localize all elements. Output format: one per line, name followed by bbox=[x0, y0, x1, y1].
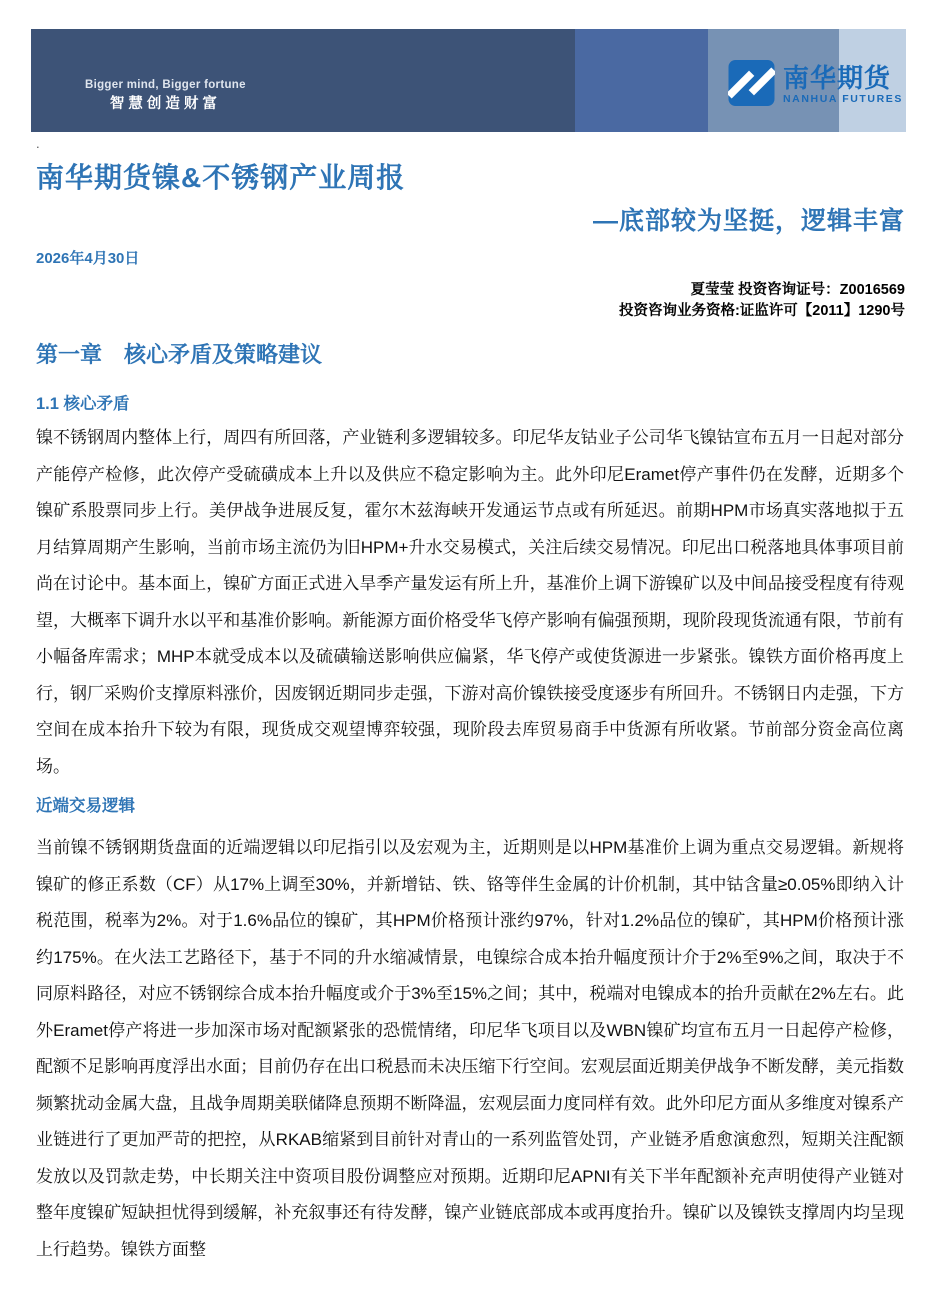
logo-text bbox=[783, 60, 903, 105]
near-term-logic-paragraph: 当前镍不锈钢期货盘面的近端逻辑以印尼指引以及宏观为主，近期则是以HPM基准价上调为重点交易逻辑。新规将镍矿的修正系数（CF）从17%上调至30%，并新增钴、铁、铬等伴生金属的计价机制，其中钴含量≥0.05%即纳入计税范围，税率为2%。对于1.6%品位的镍矿，其HPM价格预计涨约97%，针对1.2%品位的镍矿，其HPM价格预计涨约175%。在火法工艺路径下，基于不同的升水缩减情景，电镍综合成本抬升幅度预计介于2%至9%之间，取决于不同原料路径，对应不锈钢综合成本抬升幅度或介于3%至15%之间；其中，税端对电镍成本的抬升贡献在2%左右。此外Eramet停产将进一步加深市场对配额紧张的恐慌情绪，印尼华飞项目以及WBN镍矿均宣布五月一日起停产检修，配额不足影响再度浮出水面；目前仍存在出口税悬而未决压缩下行空间。宏观层面近期美伊战争不断发酵，美元指数频繁扰动金属大盘，且战争周期美联储降息预期不断降温，宏观层面力度同样有效。此外印尼方面从多维度对镍系产业链进行了更加严苛的把控，从RKAB缩紧到目前针对青山的一系列监管处罚，产业链矛盾愈演愈烈，短期关注配额发放以及罚款走势，中长期关注中资项目股份调整应对预期。近期印尼APNI有关下半年配额补充声明使得产业链对整年度镍矿短缺担忧得到缓解，补充叙事还有待发酵，镍产业链底部成本或再度抬升。镍矿以及镍铁支撑周内均呈现上行趋势。镍铁方面整 bbox=[36, 838, 904, 1259]
report-date: 2026年4月30日 bbox=[36, 250, 140, 267]
report-subtitle: —底部较为坚挺，逻辑丰富 bbox=[592, 207, 905, 235]
stray-dot-mark: . bbox=[36, 136, 40, 151]
analyst-info bbox=[619, 280, 905, 322]
near-term-logic-heading: 近端交易逻辑 bbox=[36, 797, 135, 815]
logo-name-chinese: 南华期货 bbox=[783, 63, 892, 93]
banner-panel-medium bbox=[575, 29, 708, 132]
report-title: 南华期货镍&不锈钢产业周报 bbox=[36, 162, 406, 193]
logo-name-english: NANHUA FUTURES bbox=[783, 93, 904, 105]
nanhua-futures-logo bbox=[728, 60, 903, 106]
analyst-license-line: 夏莹莹 投资咨询证号：Z0016569 bbox=[690, 282, 905, 298]
business-qualification-line: 投资咨询业务资格:证监许可【2011】1290号 bbox=[618, 303, 905, 319]
banner-panel-dark bbox=[31, 29, 575, 132]
header-banner bbox=[31, 29, 906, 132]
core-contradiction-paragraph: 镍不锈钢周内整体上行，周四有所回落，产业链利多逻辑较多。印尼华友钴业子公司华飞镍钴宣布五月一日起对部分产能停产检修，此次停产受硫磺成本上升以及供应不稳定影响为主。此外印尼Eramet停产事件仍在发酵，近期多个镍矿系股票同步上行。美伊战争进展反复，霍尔木兹海峡开发通运节点或有所延迟。前期HPM市场真实落地拟于五月结算周期产生影响，当前市场主流仍为旧HPM+升水交易模式，关注后续交易情况。印尼出口税落地具体事项目前尚在讨论中。基本面上，镍矿方面正式进入旱季产量发运有所上升，基准价上调下游镍矿以及中间品接受程度有待观望，大概率下调升水以平和基准价影响。新能源方面价格受华飞停产影响有偏强预期，现阶段现货流通有限，节前有小幅备库需求；MHP本就受成本以及硫磺输送影响供应偏紧，华飞停产或使货源进一步紧张。镍铁方面价格再度上行，钢厂采购价支撑原料涨价，因废钢近期同步走强，下游对高价镍铁接受度逐步有所回升。不锈钢日内走强，下方空间在成本抬升下较为有限，现货成交观望博弈较强，现阶段去库贸易商手中货源有所收紧。节前部分资金高位离场。 bbox=[36, 428, 904, 776]
section-1-1-heading: 1.1 核心矛盾 bbox=[36, 395, 130, 413]
tagline-english: Bigger mind, Bigger fortune bbox=[85, 79, 246, 91]
nanhua-logo-mark-icon bbox=[728, 60, 775, 106]
brand-tagline bbox=[85, 78, 246, 114]
tagline-chinese: 智慧创造财富 bbox=[109, 96, 221, 112]
chapter-1-heading: 第一章 核心矛盾及策略建议 bbox=[36, 342, 323, 367]
